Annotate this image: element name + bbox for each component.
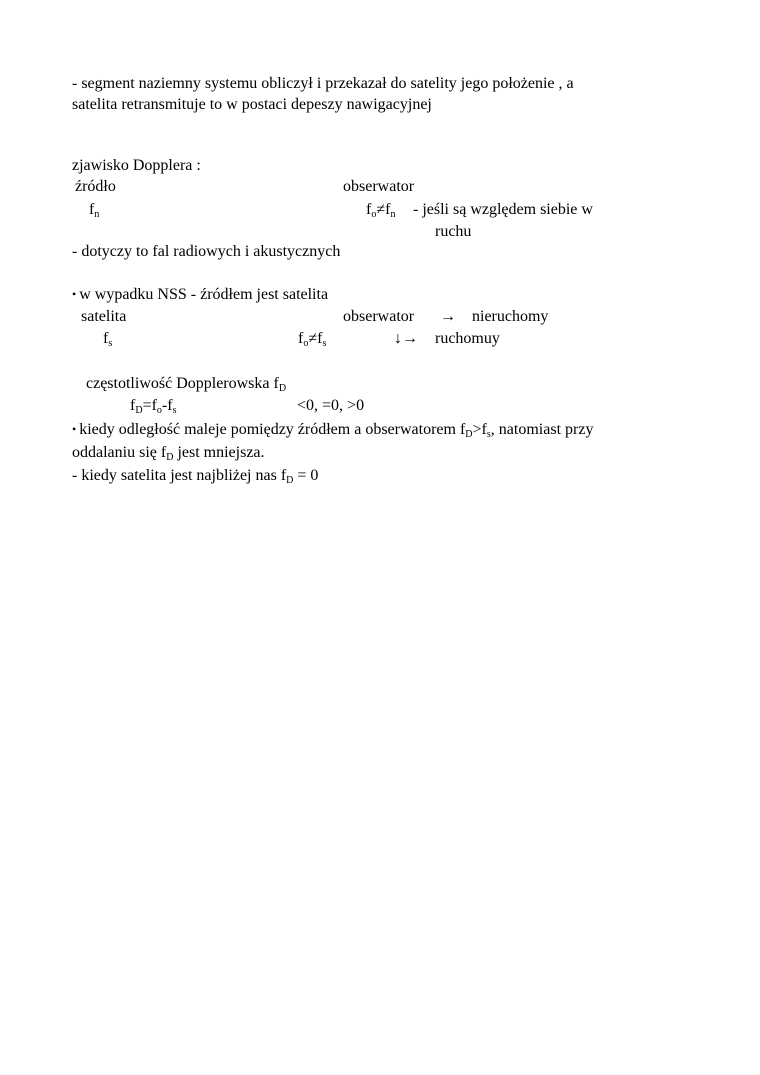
doppler-values: <0, =0, >0 [297, 397, 365, 414]
arrow-down-right-icon: ↓→ [394, 330, 418, 347]
satellite-frequency: $f_s$ [103, 330, 113, 349]
nss-line: • w wypadku NSS - źródłem jest satelita [72, 286, 329, 303]
stationary-label: nieruchomy [472, 308, 549, 325]
moving-label: ruchomuy [435, 330, 500, 347]
note-line-2: oddalaniu się $f_D$ jest mniejsza. [72, 444, 265, 463]
note-line-3: - kiedy satelita jest najbliżej nas $f_D = 0$ [72, 467, 319, 486]
observer-frequency-relation: $f_o\ne f_n$ [366, 201, 396, 220]
bullet-icon: • [72, 422, 77, 436]
applies-line: - dotyczy to fal radiowych i akustycznych [72, 243, 341, 260]
intro-line-1: - segment naziemny systemu obliczył i przekazał do satelity jego położenie , a [72, 75, 574, 92]
source-label: źródło [75, 178, 116, 195]
relative-motion-note-2: ruchu [435, 223, 472, 240]
relative-motion-note: - jeśli są względem siebie w [413, 201, 593, 218]
observer-label: obserwator [343, 178, 415, 195]
nss-observer-label: obserwator [343, 308, 415, 325]
doppler-heading: zjawisko Dopplera : [72, 157, 201, 174]
note-line-1: • kiedy odległość maleje pomiędzy źródłem a obserwatorem $f_D>f_s$, natomiast przy [72, 421, 594, 440]
doppler-formula: $f_D=f_o-f_s$ [130, 397, 177, 416]
nss-frequency-relation: $f_o\ne f_s$ [298, 330, 327, 349]
doppler-frequency-label: częstotliwość Dopplerowska $f_D$ [86, 375, 287, 394]
arrow-right-icon: → [440, 308, 456, 325]
intro-line-2: satelita retransmituje to w postaci depeszy nawigacyjnej [72, 96, 432, 113]
source-frequency: $f_n$ [89, 201, 100, 220]
bullet-icon: • [72, 287, 77, 301]
satellite-label: satelita [81, 308, 127, 325]
